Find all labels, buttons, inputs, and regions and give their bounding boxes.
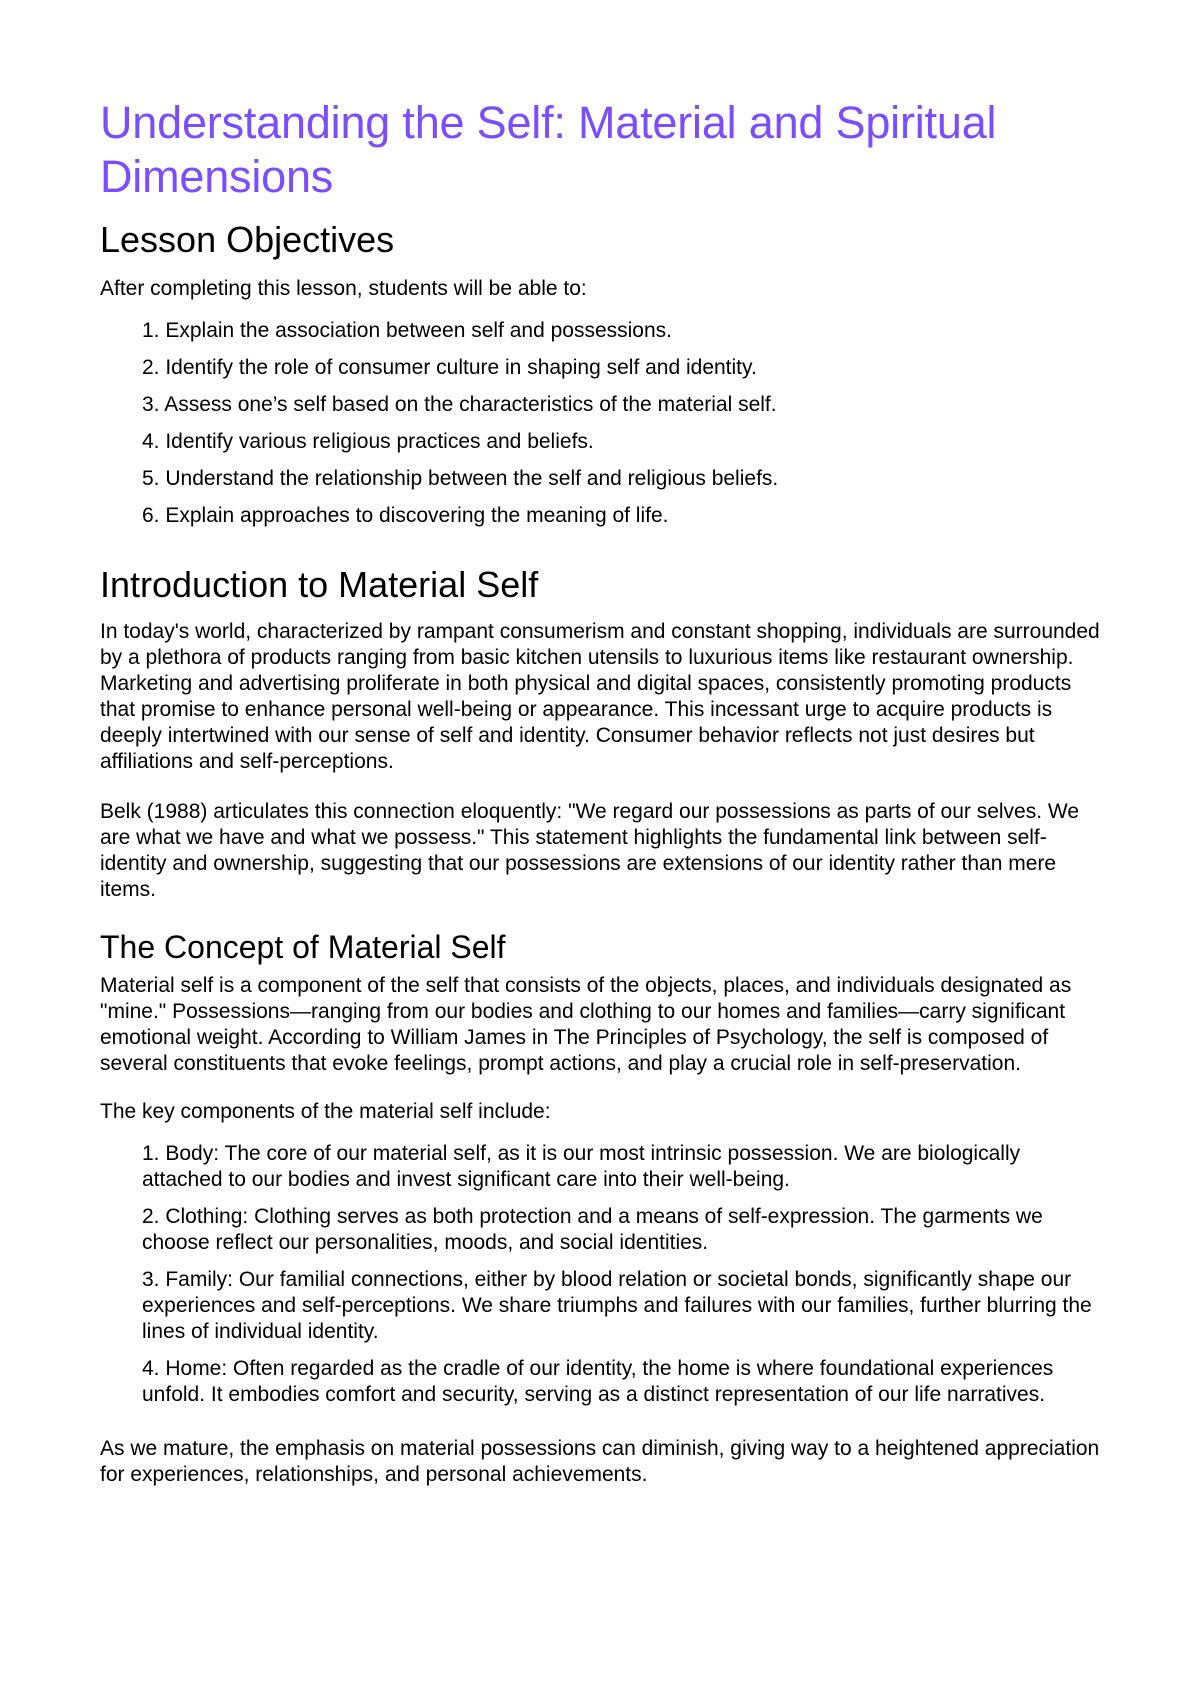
list-item: 2. Identify the role of consumer culture in shaping self and identity.	[142, 356, 757, 379]
paragraph: Material self is a component of the self that consists of the objects, places, and individuals designated as "mine." Possessions—ranging from our bodies and clothing to our homes and families—carry significant emotional weight. According to William James in The Principles of Psychology, the self is composed of several constituents that evoke feelings, prompt actions, and play a crucial role in self-preservation.	[100, 974, 1072, 1075]
list-item: 1. Explain the association between self and possessions.	[142, 319, 672, 342]
section-heading-introduction: Introduction to Material Self	[100, 564, 539, 605]
objectives-intro-text: After completing this lesson, students will be able to:	[100, 277, 587, 300]
list-item: 4. Identify various religious practices and beliefs.	[142, 430, 594, 453]
list-item: 1. Body: The core of our material self, as it is our most intrinsic possession. We are biologically attached to our bodies and invest significant care into their well-being.	[142, 1142, 1021, 1191]
list-item: 4. Home: Often regarded as the cradle of our identity, the home is where foundational experiences unfold. It embodies comfort and security, serving as a distinct representation of our life narratives.	[142, 1357, 1054, 1406]
list-item: 5. Understand the relationship between the self and religious beliefs.	[142, 467, 779, 490]
components-intro-text: The key components of the material self include:	[100, 1100, 551, 1123]
objectives-list	[100, 318, 1100, 529]
section-heading-concept: The Concept of Material Self	[100, 929, 506, 965]
closing-paragraph: As we mature, the emphasis on material possessions can diminish, giving way to a heightened appreciation for experiences, relationships, and personal achievements.	[100, 1437, 1100, 1486]
section-heading-lesson-objectives: Lesson Objectives	[100, 219, 395, 260]
document-title: Understanding the Self: Material and Spiritual Dimensions	[100, 97, 997, 202]
list-item: 2. Clothing: Clothing serves as both protection and a means of self-expression. The garments we choose reflect our personalities, moods, and social identities.	[142, 1205, 1043, 1254]
list-item: 6. Explain approaches to discovering the meaning of life.	[142, 504, 669, 527]
paragraph: Belk (1988) articulates this connection eloquently: "We regard our possessions as parts of our selves. We are what we have and what we possess." This statement highlights the fundamental link between self-identity and ownership, suggesting that our possessions are extensions of our identity rather than mere items.	[100, 800, 1080, 901]
list-item: 3. Family: Our familial connections, either by blood relation or societal bonds, significantly shape our experiences and self-perceptions. We share triumphs and failures with our families, further blurring the lines of individual identity.	[142, 1268, 1092, 1343]
list-item: 3. Assess one’s self based on the characteristics of the material self.	[142, 393, 777, 416]
paragraph: In today's world, characterized by rampant consumerism and constant shopping, individuals are surrounded by a plethora of products ranging from basic kitchen utensils to luxurious items like restaurant ownership. Marketing and advertising proliferate in both physical and digital spaces, consistently promoting products that promise to enhance personal well-being or appearance. This incessant urge to acquire products is deeply intertwined with our sense of self and identity. Consumer behavior reflects not just desires but affiliations and self-perceptions.	[100, 620, 1100, 773]
components-list	[100, 1141, 1100, 1408]
